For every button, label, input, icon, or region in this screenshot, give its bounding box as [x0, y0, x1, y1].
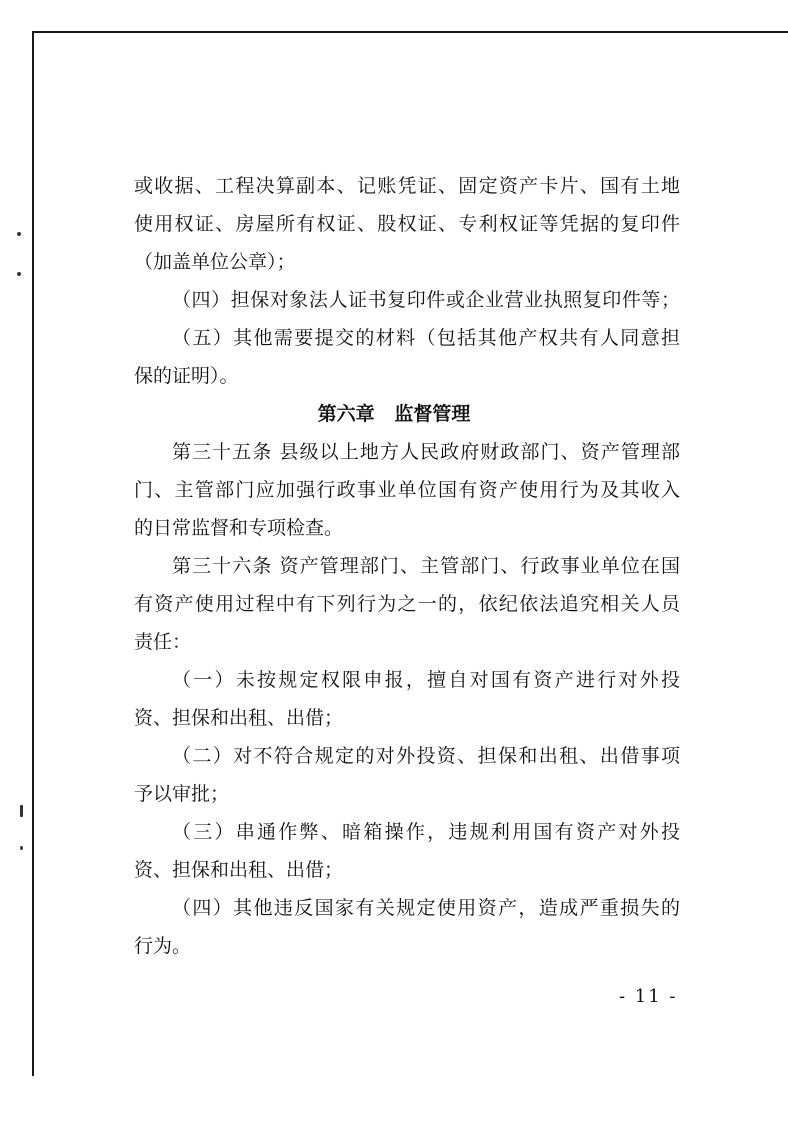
page-number: - 11 -	[619, 986, 678, 1007]
body-line: （二）对不符合规定的对外投资、担保和出租、出借事项	[172, 745, 680, 767]
body-line: 使用权证、房屋所有权证、股权证、专利权证等凭据的复印件	[134, 213, 680, 235]
body-line: 资、担保和出租、出借；	[134, 707, 344, 729]
scan-border-top	[32, 31, 788, 33]
body-line: 予以审批；	[134, 783, 230, 805]
chapter-title: 第六章 监督管理	[317, 403, 471, 425]
body-line: 第三十五条 县级以上地方人民政府财政部门、资产管理部	[172, 441, 680, 463]
scan-border-left	[32, 31, 34, 1076]
body-line: （加盖单位公章）；	[134, 251, 296, 273]
body-line: （三）串通作弊、暗箱操作，违规利用国有资产对外投	[172, 821, 680, 843]
body-line: 门、主管部门应加强行政事业单位国有资产使用行为及其收入	[134, 479, 680, 501]
body-line: （四）担保对象法人证书复印件或企业营业执照复印件等；	[172, 289, 680, 311]
body-line: 或收据、工程决算副本、记账凭证、固定资产卡片、国有土地	[134, 175, 680, 197]
body-line: 资、担保和出租、出借；	[134, 859, 344, 881]
body-line: 的日常监督和专项检查。	[134, 517, 344, 539]
body-line: 行为。	[134, 935, 192, 957]
scan-dot-mark	[20, 805, 23, 817]
scan-dot-mark	[20, 846, 23, 850]
body-line: 责任：	[134, 631, 192, 653]
body-line: 第三十六条 资产管理部门、主管部门、行政事业单位在国	[172, 555, 680, 577]
body-line: 保的证明）。	[134, 365, 239, 387]
scan-dot-mark	[17, 272, 21, 276]
body-line: （五）其他需要提交的材料（包括其他产权共有人同意担	[172, 327, 680, 349]
scan-dot-mark	[17, 232, 21, 236]
body-line: 有资产使用过程中有下列行为之一的，依纪依法追究相关人员	[134, 593, 680, 615]
body-line: （一）未按规定权限申报，擅自对国有资产进行对外投	[172, 669, 680, 691]
body-line: （四）其他违反国家有关规定使用资产，造成严重损失的	[172, 897, 680, 919]
